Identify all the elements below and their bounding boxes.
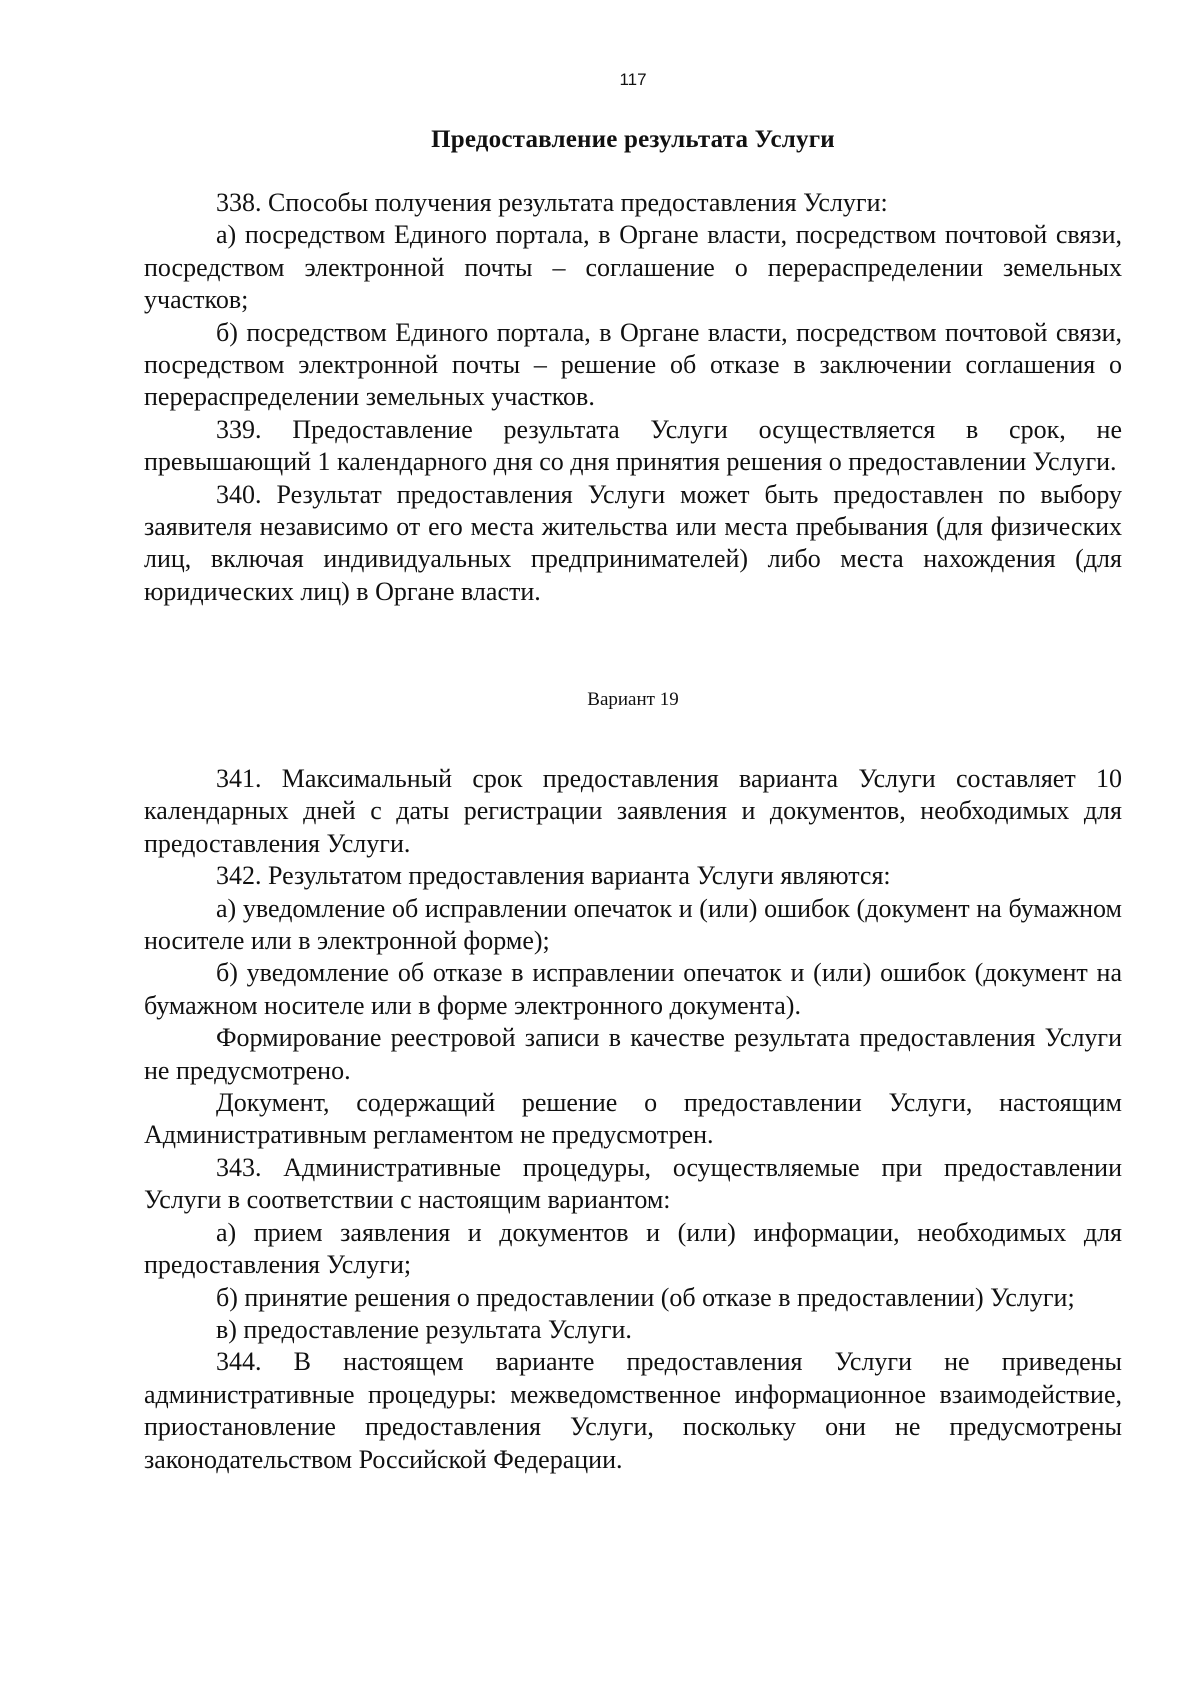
variant-body [144,763,1122,1476]
paragraph-343-a: а) прием заявления и документов и (или) информации, необходимых для предоставления Услуги; [144,1217,1122,1280]
variant-title: Вариант 19 [587,689,679,710]
paragraph-342: 342. Результатом предоставления варианта Услуги являются: [216,861,891,891]
paragraph-338-b: б) посредством Единого портала, в Органе власти, посредством почтовой связи, посредством электронной почты – решение об отказе в заключении соглашения о перераспределении земельных участков. [144,317,1122,412]
paragraph-344: 344. В настоящем варианте предоставления Услуги не приведены административные процедуры: межведомственное информационное взаимодействие, приостановление предоставления Услуги, поскольку они не предусмотрены законодательством Российской Федерации. [144,1347,1122,1474]
paragraph-341: 341. Максимальный срок предоставления варианта Услуги составляет 10 календарных дней с даты регистрации заявления и документов, необходимых для предоставления Услуги. [144,764,1122,858]
section-title: Предоставление результата Услуги [431,126,835,153]
paragraph-343-b: б) принятие решения о предоставлении (об отказе в предоставлении) Услуги; [216,1282,1075,1312]
paragraph-339: 339. Предоставление результата Услуги осуществляется в срок, не превышающий 1 календарного дня со дня принятия решения о предоставлении Услуги. [144,414,1122,477]
paragraph-document-note: Документ, содержащий решение о предоставлении Услуги, настоящим Административным регламентом не предусмотрен. [144,1088,1122,1150]
paragraph-340: 340. Результат предоставления Услуги может быть предоставлен по выбору заявителя независимо от его места жительства или места пребывания (для физических лиц, включая индивидуальных предпринимателей) либо места нахождения (для юридических лиц) в Органе власти. [144,479,1122,606]
paragraph-343-c: в) предоставление результата Услуги. [216,1314,632,1344]
section-body [144,187,1122,608]
page-number: 117 [619,70,647,89]
paragraph-338: 338. Способы получения результата предоставления Услуги: [216,188,888,217]
paragraph-343: 343. Административные процедуры, осуществляемые при предоставлении Услуги в соответствии с настоящим вариантом: [144,1152,1122,1215]
paragraph-342-b: б) уведомление об отказе в исправлении опечаток и (или) ошибок (документ на бумажном носителе или в форме электронного документа). [144,958,1122,1020]
paragraph-342-a: а) уведомление об исправлении опечаток и (или) ошибок (документ на бумажном носителе или в электронной форме); [144,893,1122,956]
paragraph-registry-note: Формирование реестровой записи в качестве результата предоставления Услуги не предусмотрено. [144,1023,1122,1085]
paragraph-338-a: а) посредством Единого портала, в Органе власти, посредством почтовой связи, посредством электронной почты – соглашение о перераспределении земельных участков; [144,220,1122,315]
